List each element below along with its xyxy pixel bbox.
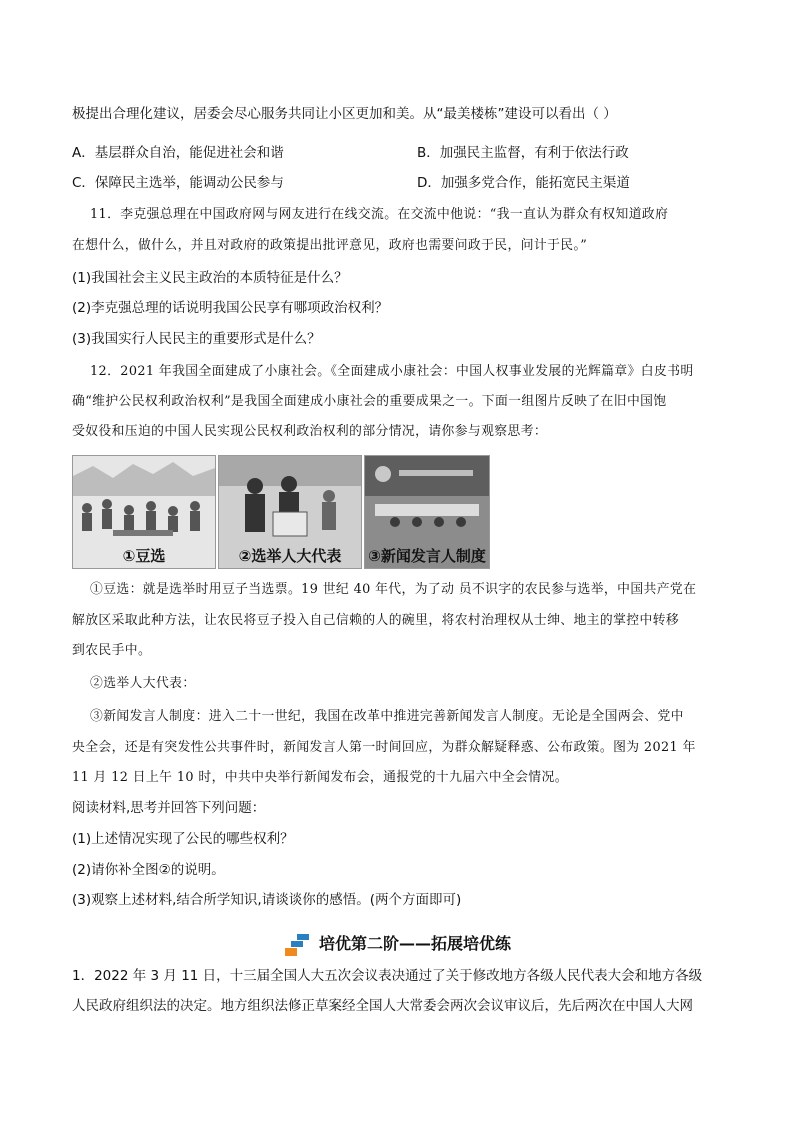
q12-question-1: (1)上述情况实现了公民的哪些权利？ xyxy=(72,831,294,847)
photo-caption-2: ②选举人大代表 xyxy=(238,547,342,565)
q11-question-1: (1)我国社会主义民主政治的本质特征是什么？ xyxy=(72,270,348,286)
q12-stem-line-1: 12．2021 年我国全面建成了小康社会。《全面建成小康社会：中国人权事业发展的光辉篇章》白皮书明 xyxy=(90,364,694,379)
q12-para3-line-1: ③新闻发言人制度：进入二十一世纪，我国在改革中推进完善新闻发言人制度。无论是全国两会、党中 xyxy=(90,709,684,724)
q12-stem-line-3: 受奴役和压迫的中国人民实现公民权利政治权利的部分情况，请你参与观察思考： xyxy=(72,424,548,439)
q1-line-1: 1．2022 年 3 月 11 日，十三届全国人大五次会议表决通过了关于修改地方各级人民代表大会和地方各级 xyxy=(72,968,703,984)
section-logo-icon xyxy=(283,934,311,956)
q12-question-3: (3)观察上述材料,结合所学知识,请谈谈你的感悟。(两个方面即可) xyxy=(72,892,462,908)
option-c[interactable]: C．保障民主选举，能调动公民参与 xyxy=(72,175,284,191)
q12-para3-line-2: 央全会，还是有突发性公共事件时，新闻发言人第一时间回应，为群众解疑释惑、公布政策。图为 2021 年 xyxy=(72,740,696,755)
q12-para1-line-2: 解放区采取此种方法，让农民将豆子投入自己信赖的人的碗里，将农村治理权从士绅、地主的掌控中转移 xyxy=(72,613,680,628)
q12-prompt: 阅读材料,思考并回答下列问题： xyxy=(72,800,266,816)
q11-stem-line-1: 11．李克强总理在中国政府网与网友进行在线交流。在交流中他说：“我一直认为群众有权知道政府 xyxy=(90,207,669,222)
q10-option-row-1 xyxy=(72,143,732,163)
section-title xyxy=(0,931,794,956)
photo-press-conference xyxy=(364,455,490,569)
section-title-text: 培优第二阶——拓展培优练 xyxy=(318,934,511,953)
photo-dou-xuan xyxy=(72,455,216,569)
q11-question-2: (2)李克强总理的话说明我国公民享有哪项政治权利？ xyxy=(72,300,389,316)
option-d[interactable]: D．加强多党合作，能拓宽民主渠道 xyxy=(417,175,630,191)
photo-caption-1: ①豆选 xyxy=(122,547,166,565)
photo-election xyxy=(218,455,362,569)
option-b[interactable]: B．加强民主监督，有利于依法行政 xyxy=(417,145,629,161)
q10-stem-tail: 极提出合理化建议，居委会尽心服务共同让小区更加和美。从“最美楼栋”建设可以看出（ ） xyxy=(72,106,617,122)
q12-question-2: (2)请你补全图②的说明。 xyxy=(72,862,225,878)
q12-para3-line-3: 11 月 12 日上午 10 时，中共中央举行新闻发布会，通报党的十九届六中全会情况。 xyxy=(72,770,568,785)
q12-para1-line-3: 到农民手中。 xyxy=(72,643,152,658)
q10-option-row-2 xyxy=(72,173,732,193)
q1-line-2: 人民政府组织法的决定。地方组织法修正草案经全国人大常委会两次会议审议后，先后两次在中国人大网 xyxy=(72,998,693,1014)
photo-caption-3: ③新闻发言人制度 xyxy=(368,547,486,565)
option-a[interactable]: A．基层群众自治，能促进社会和谐 xyxy=(72,145,284,161)
q12-stem-line-2: 确“维护公民权利政治权利”是我国全面建成小康社会的重要成果之一。下面一组图片反映了在旧中国饱 xyxy=(72,394,667,409)
q11-stem-line-2: 在想什么，做什么，并且对政府的政策提出批评意见，政府也需要问政于民，问计于民。” xyxy=(72,238,588,253)
q12-para2: ②选举人大代表： xyxy=(90,676,196,691)
q11-question-3: (3)我国实行人民民主的重要形式是什么？ xyxy=(72,331,321,347)
q12-para1-line-1: ①豆选：就是选举时用豆子当选票。19 世纪 40 年代，为了动 员不识字的农民参与选举，中国共产党在 xyxy=(90,582,697,597)
